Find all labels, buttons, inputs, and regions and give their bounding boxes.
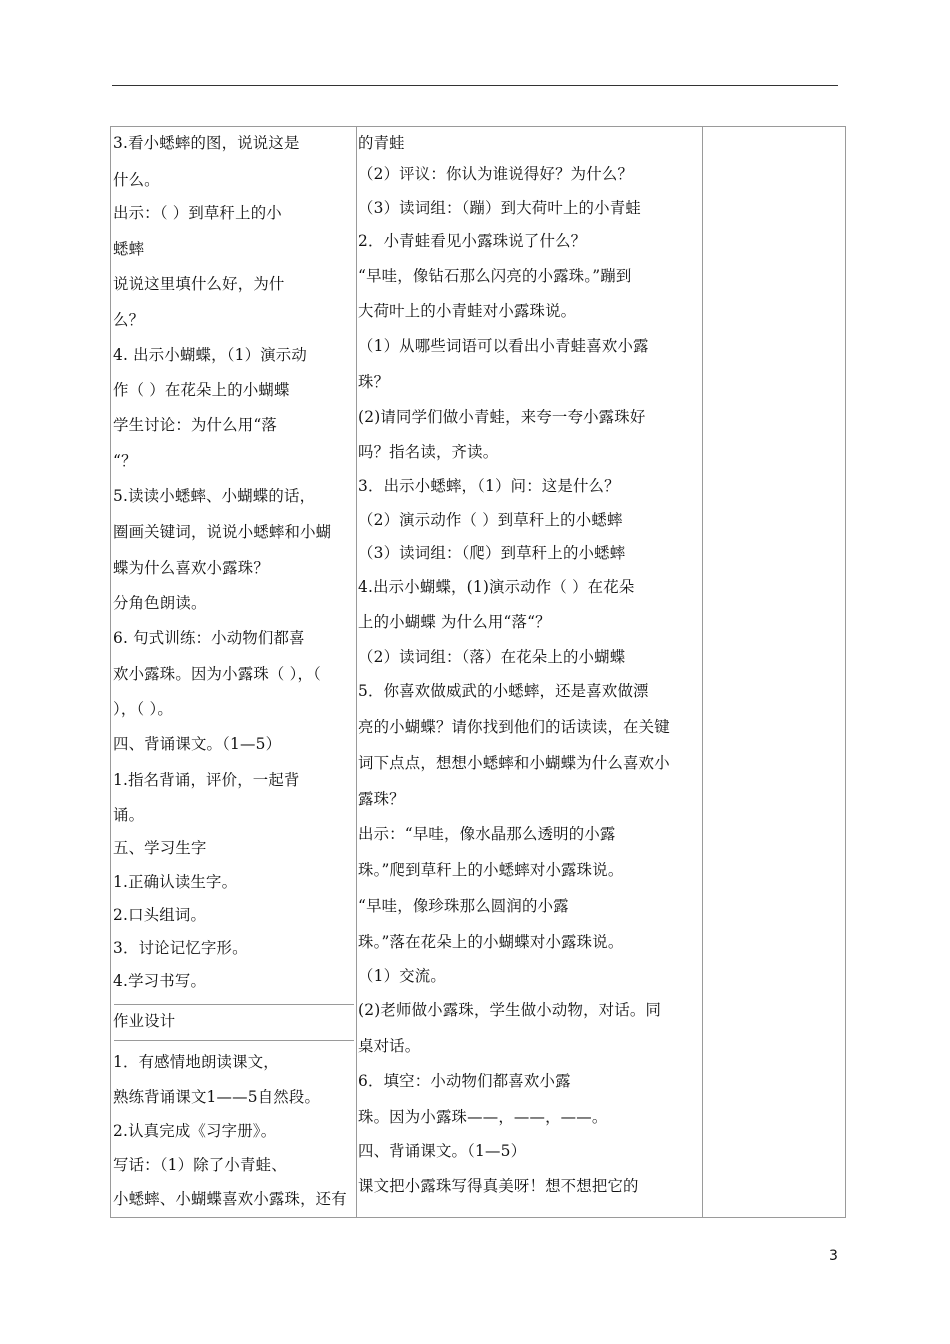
text-line: （2）读词组：（落）在花朵上的小蝴蝶: [358, 648, 626, 666]
text-line: ），（ ）。: [113, 700, 173, 718]
text-line: 什么。: [113, 171, 160, 189]
text-line: 3.看小蟋蟀的图，说说这是: [113, 134, 300, 152]
text-line: （2）评议：你认为谁说得好？为什么？: [358, 165, 634, 183]
homework-line: 小蟋蟀、小蝴蝶喜欢小露珠，还有: [113, 1190, 347, 1208]
text-line: 露珠？: [358, 790, 405, 808]
homework-line: 写话：（1）除了小青蛙、: [113, 1156, 287, 1174]
text-line: 作（ ）在花朵上的小蝴蝶: [113, 381, 290, 399]
text-line: 说说这里填什么好，为什: [113, 275, 285, 293]
table-divider-right: [702, 126, 703, 1218]
text-line: （3）读词组：（蹦）到大荷叶上的小青蛙: [358, 199, 641, 217]
text-line: （1）从哪些词语可以看出小青蛙喜欢小露: [358, 337, 649, 355]
text-line: （3）读词组：（爬）到草秆上的小蟋蟀: [358, 544, 626, 562]
text-line: 珠。”落在花朵上的小蝴蝶对小露珠说。: [358, 933, 624, 951]
text-line: 的青蛙: [358, 134, 405, 152]
text-line: （1）交流。: [358, 967, 446, 985]
text-line: 出示：（ ）到草秆上的小: [113, 204, 282, 222]
text-line: 2．小青蛙看见小露珠说了什么？: [358, 232, 587, 250]
page-number: 3: [829, 1248, 838, 1264]
text-line: 4.出示小蝴蝶，(1)演示动作（ ）在花朵: [358, 578, 635, 596]
text-line: 4.学习书写。: [113, 972, 207, 990]
text-line: 诵。: [113, 806, 145, 824]
text-line: 四、背诵课文。（1—5）: [358, 1142, 527, 1160]
text-line: 分角色朗读。: [113, 594, 207, 612]
header-rule: [112, 85, 838, 86]
text-line: 课文把小露珠写得真美呀！想不想把它的: [358, 1177, 639, 1195]
text-line: 蝶为什么喜欢小露珠？: [113, 559, 269, 577]
text-line: 圈画关键词，说说小蟋蟀和小蝴: [113, 523, 332, 541]
text-line: 珠。”爬到草秆上的小蟋蟀对小露珠说。: [358, 861, 624, 879]
text-line: 5.读读小蟋蟀、小蝴蝶的话，: [113, 487, 316, 505]
text-line: 珠？: [358, 373, 390, 391]
text-line: “早哇，像珍珠那么圆润的小露: [358, 897, 569, 915]
text-line: 3．讨论记忆字形。: [113, 939, 248, 957]
table-divider-left: [356, 126, 357, 1218]
text-line: 蟋蟀: [113, 240, 145, 258]
homework-line: 2.认真完成《习字册》。: [113, 1122, 277, 1140]
text-line: 么？: [113, 311, 145, 329]
text-line: 五、学习生字: [113, 839, 207, 857]
homework-heading: 作业设计: [113, 1012, 176, 1030]
text-line: “早哇，像钻石那么闪亮的小露珠。”蹦到: [358, 267, 632, 285]
text-line: 6. 句式训练：小动物们都喜: [113, 629, 305, 647]
text-line: （2）演示动作（ ）到草秆上的小蟋蟀: [358, 511, 623, 529]
homework-line: 熟练背诵课文1——5自然段。: [113, 1088, 321, 1106]
text-line: 词下点点，想想小蟋蟀和小蝴蝶为什么喜欢小: [358, 754, 670, 772]
text-line: 1.正确认读生字。: [113, 873, 238, 891]
text-line: 四、背诵课文。（1—5）: [113, 735, 282, 753]
text-line: “？: [113, 452, 137, 470]
text-line: (2)请同学们做小青蛙，来夸一夸小露珠好: [358, 408, 646, 426]
text-line: 亮的小蝴蝶？请你找到他们的话读读，在关键: [358, 718, 670, 736]
text-line: 2.口头组词。: [113, 906, 207, 924]
text-line: 珠。因为小露珠——，——，——。: [358, 1108, 608, 1126]
text-line: 学生讨论：为什么用“落: [113, 416, 277, 434]
homework-line: 1．有感情地朗读课文，: [113, 1053, 279, 1071]
homework-top-rule: [114, 1004, 354, 1005]
homework-title-rule: [114, 1040, 354, 1041]
text-line: 3．出示小蟋蟀，（1）问：这是什么？: [358, 477, 620, 495]
text-line: 6．填空：小动物们都喜欢小露: [358, 1072, 571, 1090]
text-line: 4. 出示小蝴蝶，（1）演示动: [113, 346, 307, 364]
text-line: 桌对话。: [358, 1037, 421, 1055]
text-line: 吗？指名读，齐读。: [358, 443, 499, 461]
text-line: 大荷叶上的小青蛙对小露珠说。: [358, 302, 577, 320]
text-line: 1.指名背诵，评价，一起背: [113, 771, 300, 789]
text-line: (2)老师做小露珠，学生做小动物，对话。同: [358, 1001, 662, 1019]
text-line: 欢小露珠。因为小露珠（ ），（: [113, 665, 321, 683]
text-line: 上的小蝴蝶 为什么用“落“？: [358, 613, 551, 631]
text-line: 出示：“早哇，像水晶那么透明的小露: [358, 825, 616, 843]
text-line: 5．你喜欢做威武的小蟋蟀，还是喜欢做漂: [358, 682, 649, 700]
